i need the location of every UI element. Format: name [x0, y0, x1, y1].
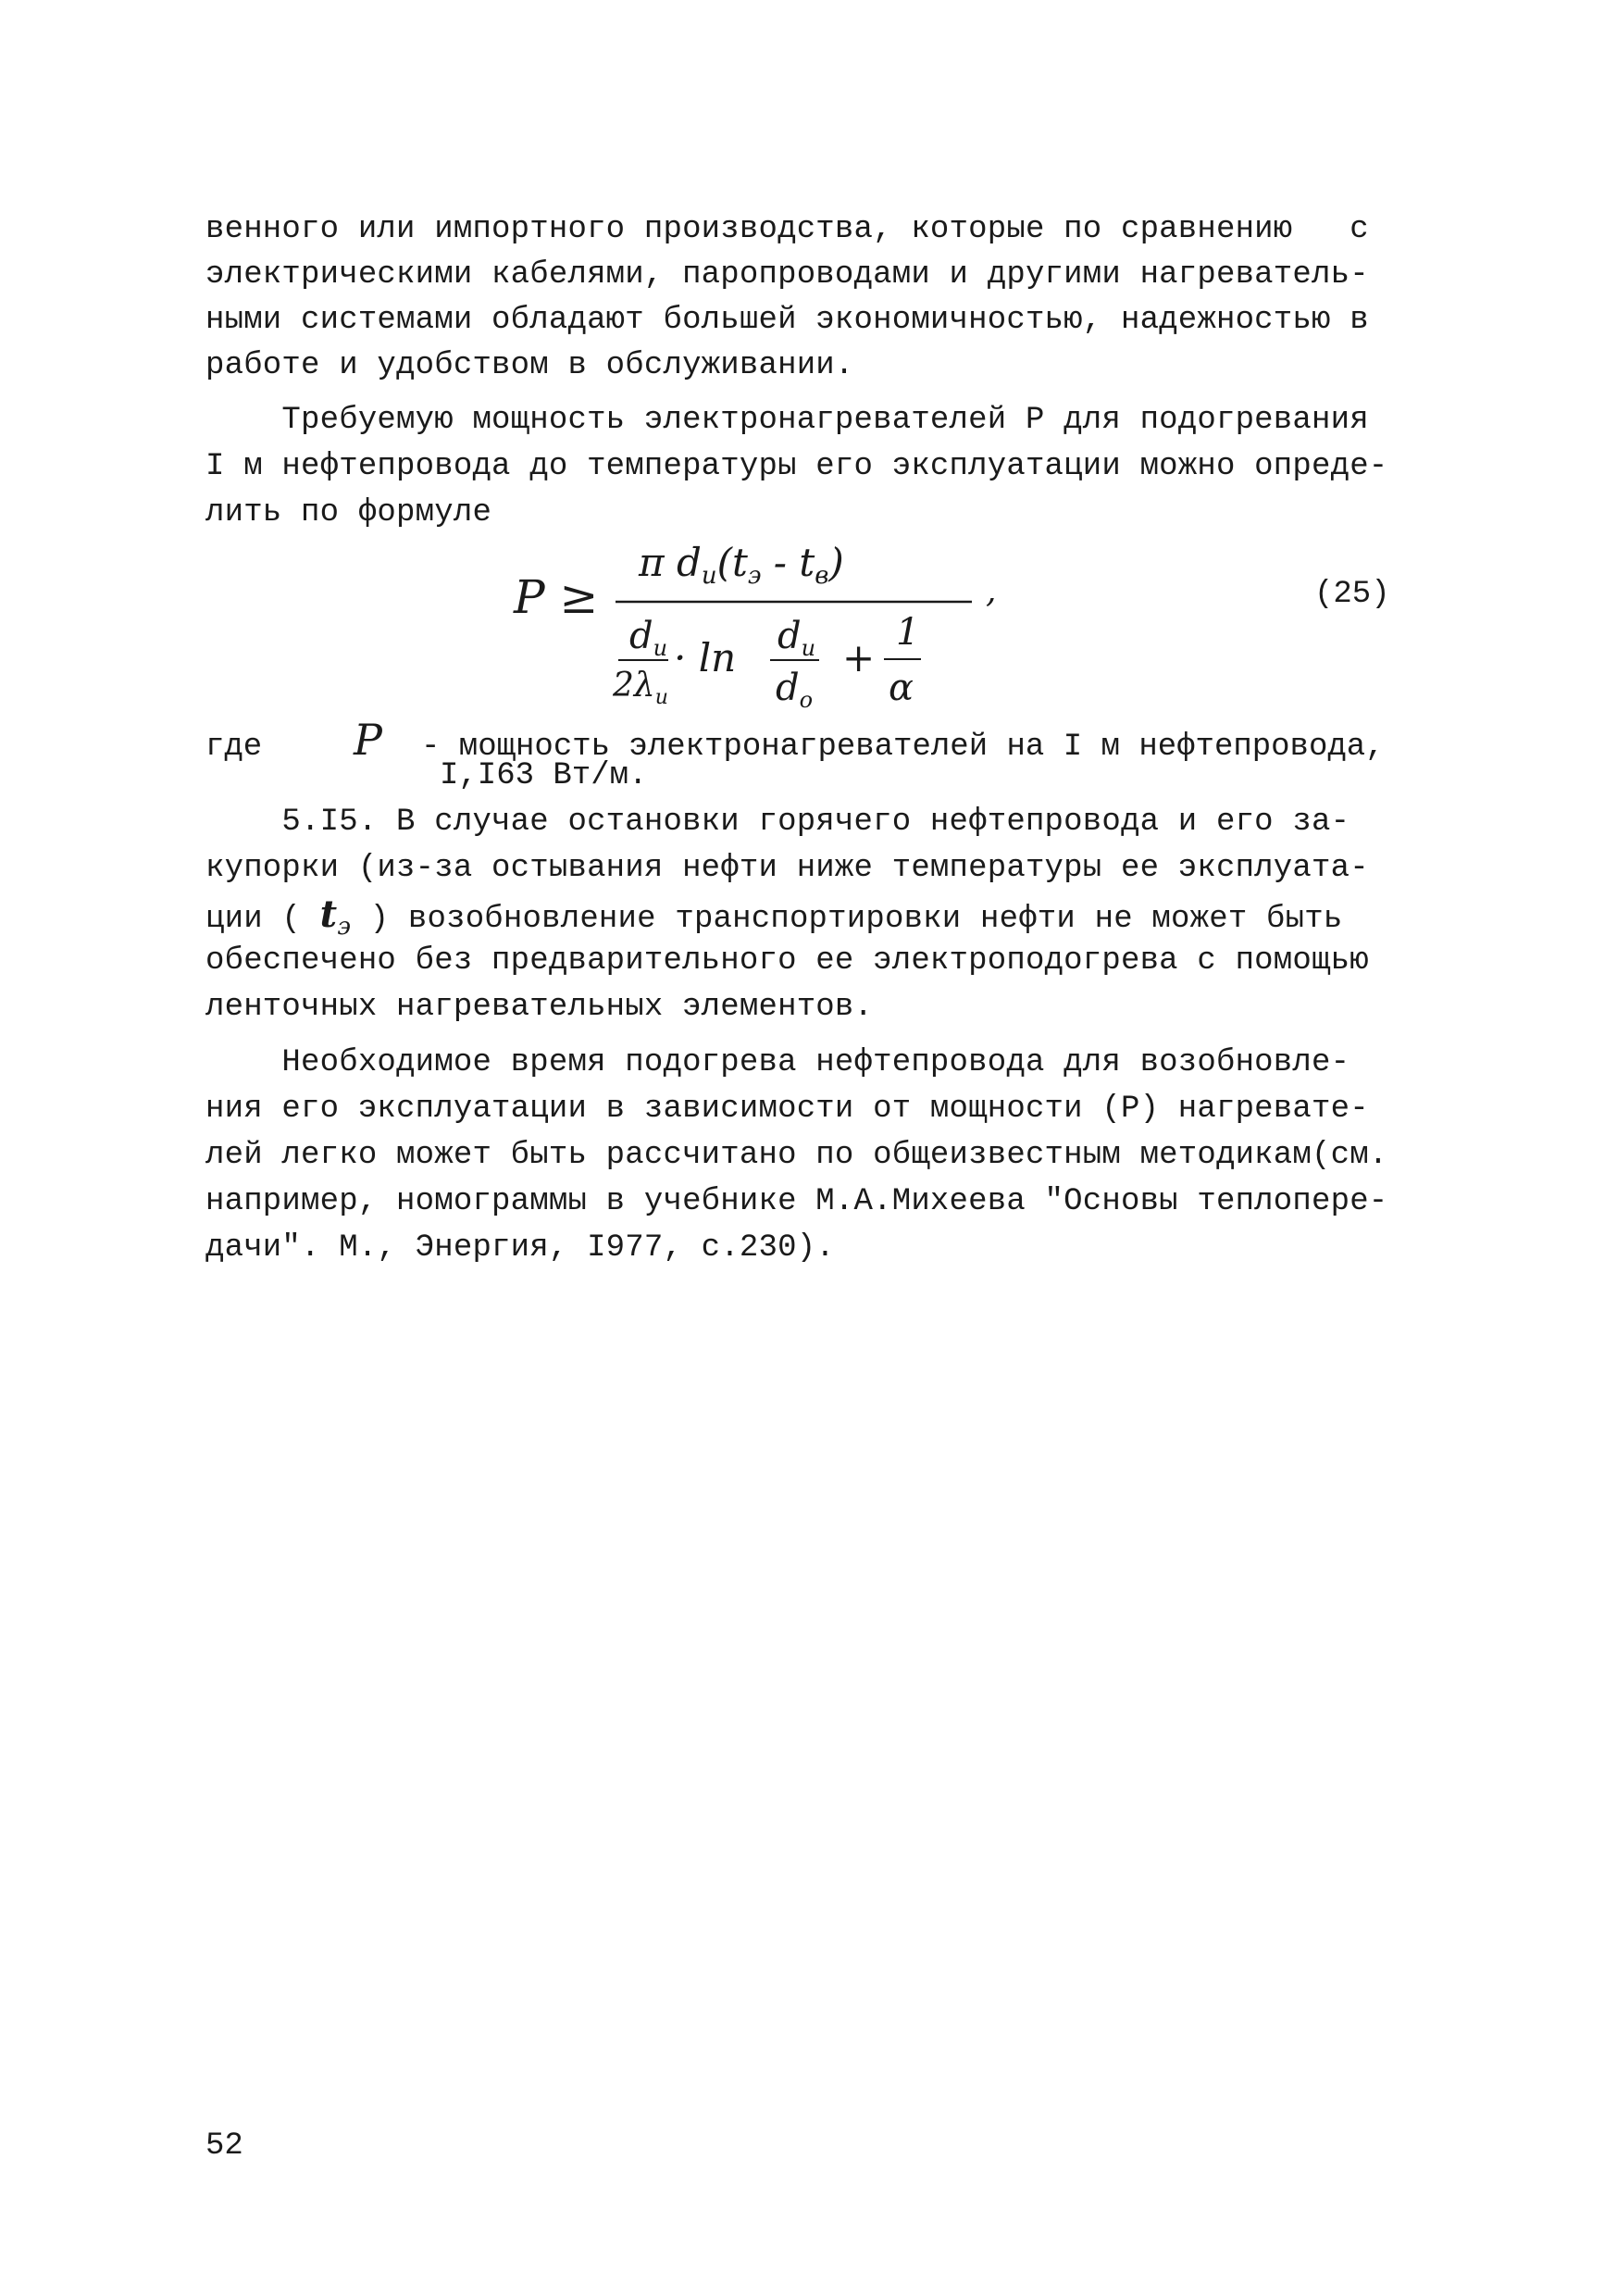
where-label: где: [205, 730, 263, 765]
numerator-sub-u: и: [701, 562, 717, 590]
paragraph-3-line-2: купорки (из-за остывания нефти ниже температуры ее эксплуата-: [205, 851, 1369, 886]
paragraph-3-line-5: ленточных нагревательных элементов.: [205, 990, 874, 1025]
p3-line3-pre: ции (: [205, 902, 320, 937]
paragraph-1-line-3: ными системами обладают большей экономичностью, надежностью в: [205, 303, 1369, 338]
paragraph-2-line-1: Требуемую мощность электронагревателей Р для подогревания: [205, 403, 1369, 438]
paragraph-4-line-3: лей легко может быть рассчитано по общеизвестным методикам(см.: [205, 1138, 1388, 1173]
paragraph-3-line-4: обеспечено без предварительного ее электроподогрева с помощью: [205, 943, 1369, 979]
paragraph-1-line-4: работе и удобством в обслуживании.: [205, 348, 854, 383]
formula-comma: ,: [986, 572, 997, 610]
paragraph-4-line-2: ния его эксплуатации в зависимости от мощности (Р) нагревате-: [205, 1092, 1369, 1127]
t-e-subscript: э: [337, 913, 352, 941]
paragraph-4-line-1: Необходимое время подогрева нефтепровода для возобновле-: [205, 1045, 1350, 1080]
den-frac3-bottom: α: [889, 667, 914, 709]
den-ln: · ln: [674, 635, 737, 680]
den-frac2-bottom: $d_o$: [776, 667, 814, 713]
den-frac2-top: $d_и$: [777, 615, 816, 661]
numerator-minus: - t: [761, 540, 815, 585]
equation-number: (25): [1314, 577, 1390, 612]
den-frac3-top: 1: [896, 611, 920, 654]
numerator-close: ): [828, 540, 844, 585]
paragraph-1-line-1: венного или импортного производства, которые по сравнению с: [205, 212, 1369, 247]
numerator-sub-v: в: [815, 562, 829, 590]
paragraph-2-line-2: I м нефтепровода до температуры его эксплуатации можно опреде-: [205, 449, 1388, 484]
paragraph-1-line-2: электрическими кабелями, паропроводами и другими нагреватель-: [205, 257, 1369, 293]
paragraph-4-line-4: например, номограммы в учебнике М.А.Михеева "Основы теплопере-: [205, 1184, 1388, 1219]
den-plus: +: [842, 635, 876, 680]
where-definition-line-1: - мощность электронагревателей на I м нефтепровода,: [421, 730, 1385, 765]
numerator-pi-d: π d: [639, 540, 702, 585]
formula-numerator: [638, 540, 844, 590]
where-symbol: P: [354, 715, 382, 765]
paragraph-3-line-1: 5.I5. В случае остановки горячего нефтепровода и его за-: [205, 805, 1350, 840]
where-definition-line-2: I,I63 Вт/м.: [440, 758, 648, 793]
den-frac1-top: $d_и$: [629, 615, 668, 661]
paragraph-4-line-5: дачи". М., Энергия, I977, с.230).: [205, 1230, 835, 1266]
t-e-symbol: t: [319, 892, 338, 936]
den-frac1-bottom: $2\lambda_и$: [613, 667, 668, 709]
numerator-paren: (t: [716, 540, 748, 585]
formula-lhs: P ≥: [514, 570, 599, 624]
paragraph-2-line-3: лить по формуле: [205, 495, 492, 530]
paragraph-3-line-3: [205, 892, 1427, 941]
page-number: 52: [205, 2128, 243, 2164]
numerator-sub-e: э: [747, 562, 762, 590]
p3-line3-post: ) возобновление транспортировки нефти не может быть: [351, 902, 1343, 937]
